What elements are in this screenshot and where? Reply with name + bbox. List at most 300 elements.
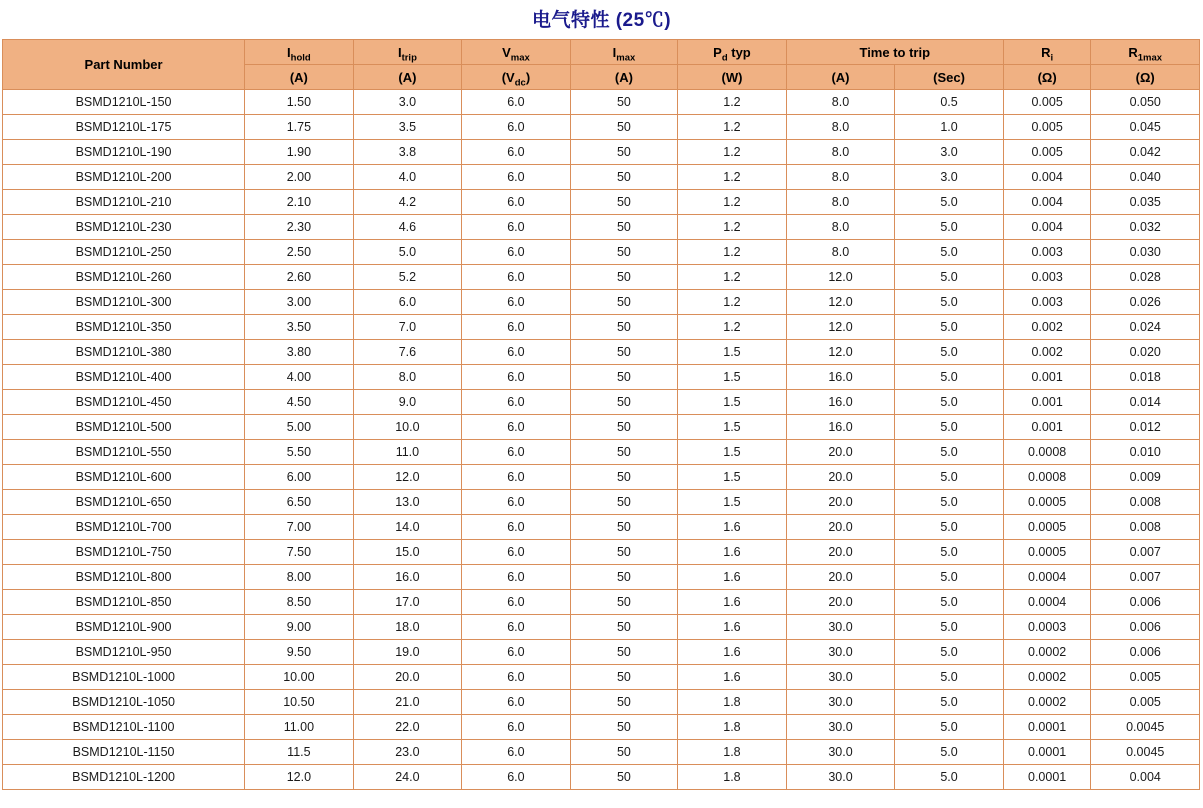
cell-part-number: BSMD1210L-700: [3, 515, 245, 540]
cell-imax: 50: [570, 165, 677, 190]
cell-ri: 0.005: [1003, 115, 1091, 140]
electrical-characteristics-table: [2, 39, 1200, 790]
table-row: [3, 290, 1200, 315]
cell-ri: 0.0008: [1003, 465, 1091, 490]
cell-part-number: BSMD1210L-250: [3, 240, 245, 265]
cell-itrip: 11.0: [353, 440, 462, 465]
cell-ri: 0.0004: [1003, 565, 1091, 590]
cell-itrip: 24.0: [353, 765, 462, 790]
cell-ttt-seconds: 5.0: [895, 565, 1004, 590]
cell-vmax: 6.0: [462, 640, 571, 665]
cell-part-number: BSMD1210L-175: [3, 115, 245, 140]
cell-r1max: 0.009: [1091, 465, 1200, 490]
cell-ttt-seconds: 5.0: [895, 490, 1004, 515]
cell-ttt-seconds: 5.0: [895, 615, 1004, 640]
cell-r1max: 0.035: [1091, 190, 1200, 215]
unit-itrip: (A): [353, 65, 462, 90]
cell-imax: 50: [570, 90, 677, 115]
cell-ttt-current: 8.0: [786, 140, 895, 165]
cell-r1max: 0.007: [1091, 565, 1200, 590]
cell-ttt-current: 12.0: [786, 315, 895, 340]
table-row: [3, 165, 1200, 190]
cell-pd: 1.2: [678, 140, 787, 165]
cell-ri: 0.0002: [1003, 640, 1091, 665]
cell-itrip: 7.0: [353, 315, 462, 340]
cell-part-number: BSMD1210L-300: [3, 290, 245, 315]
cell-part-number: BSMD1210L-600: [3, 465, 245, 490]
cell-ihold: 7.50: [245, 540, 354, 565]
cell-ttt-current: 20.0: [786, 590, 895, 615]
cell-itrip: 23.0: [353, 740, 462, 765]
cell-ihold: 4.00: [245, 365, 354, 390]
cell-r1max: 0.040: [1091, 165, 1200, 190]
unit-ri: (Ω): [1003, 65, 1091, 90]
cell-vmax: 6.0: [462, 340, 571, 365]
cell-ttt-current: 20.0: [786, 515, 895, 540]
cell-vmax: 6.0: [462, 415, 571, 440]
cell-pd: 1.2: [678, 265, 787, 290]
cell-imax: 50: [570, 490, 677, 515]
cell-ri: 0.004: [1003, 165, 1091, 190]
cell-ttt-seconds: 3.0: [895, 165, 1004, 190]
cell-part-number: BSMD1210L-450: [3, 390, 245, 415]
unit-vmax: $(V_{dc})$: [462, 65, 571, 90]
cell-imax: 50: [570, 765, 677, 790]
cell-ttt-seconds: 5.0: [895, 290, 1004, 315]
cell-imax: 50: [570, 115, 677, 140]
cell-itrip: 20.0: [353, 665, 462, 690]
cell-itrip: 6.0: [353, 290, 462, 315]
cell-vmax: 6.0: [462, 90, 571, 115]
cell-imax: 50: [570, 140, 677, 165]
cell-imax: 50: [570, 590, 677, 615]
cell-itrip: 4.6: [353, 215, 462, 240]
table-row: [3, 90, 1200, 115]
cell-ttt-current: 8.0: [786, 165, 895, 190]
cell-part-number: BSMD1210L-550: [3, 440, 245, 465]
cell-ri: 0.0002: [1003, 665, 1091, 690]
cell-ttt-seconds: 3.0: [895, 140, 1004, 165]
cell-itrip: 5.2: [353, 265, 462, 290]
cell-vmax: 6.0: [462, 115, 571, 140]
cell-ihold: 6.50: [245, 490, 354, 515]
cell-pd: 1.6: [678, 640, 787, 665]
cell-ttt-current: 20.0: [786, 490, 895, 515]
unit-pd: (W): [678, 65, 787, 90]
cell-itrip: 16.0: [353, 565, 462, 590]
cell-ttt-current: 20.0: [786, 540, 895, 565]
cell-ihold: 11.5: [245, 740, 354, 765]
cell-r1max: 0.006: [1091, 590, 1200, 615]
cell-itrip: 4.0: [353, 165, 462, 190]
cell-imax: 50: [570, 390, 677, 415]
cell-ttt-current: 30.0: [786, 615, 895, 640]
cell-r1max: 0.005: [1091, 690, 1200, 715]
cell-part-number: BSMD1210L-260: [3, 265, 245, 290]
pd-subscript: d: [721, 52, 728, 64]
cell-ttt-current: 16.0: [786, 390, 895, 415]
cell-itrip: 15.0: [353, 540, 462, 565]
cell-ihold: 9.00: [245, 615, 354, 640]
cell-ttt-current: 20.0: [786, 465, 895, 490]
cell-imax: 50: [570, 690, 677, 715]
cell-pd: 1.2: [678, 115, 787, 140]
cell-pd: 1.5: [678, 340, 787, 365]
cell-itrip: 19.0: [353, 640, 462, 665]
cell-ttt-seconds: 5.0: [895, 765, 1004, 790]
cell-itrip: 9.0: [353, 390, 462, 415]
unit-imax: (A): [570, 65, 677, 90]
cell-ttt-seconds: 5.0: [895, 590, 1004, 615]
cell-itrip: 14.0: [353, 515, 462, 540]
col-header-vmax: $V_{max}$: [462, 40, 571, 65]
table-row: [3, 240, 1200, 265]
cell-ttt-seconds: 1.0: [895, 115, 1004, 140]
cell-ri: 0.0001: [1003, 765, 1091, 790]
cell-ri: 0.001: [1003, 365, 1091, 390]
cell-vmax: 6.0: [462, 665, 571, 690]
cell-pd: 1.2: [678, 290, 787, 315]
cell-ri: 0.004: [1003, 215, 1091, 240]
unit-ttt-seconds: (Sec): [895, 65, 1004, 90]
cell-itrip: 3.5: [353, 115, 462, 140]
cell-r1max: 0.028: [1091, 265, 1200, 290]
cell-vmax: 6.0: [462, 215, 571, 240]
cell-ttt-seconds: 5.0: [895, 540, 1004, 565]
cell-ri: 0.001: [1003, 390, 1091, 415]
cell-part-number: BSMD1210L-380: [3, 340, 245, 365]
cell-r1max: 0.008: [1091, 490, 1200, 515]
cell-ihold: 3.80: [245, 340, 354, 365]
cell-pd: 1.2: [678, 165, 787, 190]
cell-vmax: 6.0: [462, 440, 571, 465]
cell-ihold: 2.50: [245, 240, 354, 265]
cell-ttt-seconds: 5.0: [895, 515, 1004, 540]
cell-ttt-current: 30.0: [786, 765, 895, 790]
cell-pd: 1.6: [678, 565, 787, 590]
cell-part-number: BSMD1210L-1050: [3, 690, 245, 715]
table-row: [3, 740, 1200, 765]
cell-pd: 1.5: [678, 465, 787, 490]
cell-vmax: 6.0: [462, 290, 571, 315]
cell-ttt-current: 16.0: [786, 365, 895, 390]
cell-r1max: 0.030: [1091, 240, 1200, 265]
cell-ihold: 12.0: [245, 765, 354, 790]
cell-pd: 1.8: [678, 715, 787, 740]
vdc-subscript: dc: [514, 77, 526, 89]
table-row: [3, 265, 1200, 290]
table-row: [3, 215, 1200, 240]
col-header-pd-typ: $P_d$ typ: [678, 40, 787, 65]
col-header-part-number: Part Number: [3, 40, 245, 90]
cell-ttt-seconds: 5.0: [895, 215, 1004, 240]
cell-ihold: 10.50: [245, 690, 354, 715]
cell-ttt-current: 20.0: [786, 565, 895, 590]
cell-vmax: 6.0: [462, 390, 571, 415]
cell-vmax: 6.0: [462, 490, 571, 515]
cell-ttt-seconds: 5.0: [895, 640, 1004, 665]
page-title: 电气特性 (25℃): [531, 10, 672, 31]
cell-imax: 50: [570, 415, 677, 440]
cell-r1max: 0.008: [1091, 515, 1200, 540]
cell-imax: 50: [570, 540, 677, 565]
cell-itrip: 3.0: [353, 90, 462, 115]
cell-ihold: 5.50: [245, 440, 354, 465]
cell-ihold: 3.50: [245, 315, 354, 340]
cell-itrip: 22.0: [353, 715, 462, 740]
cell-ttt-current: 12.0: [786, 340, 895, 365]
cell-part-number: BSMD1210L-400: [3, 365, 245, 390]
cell-vmax: 6.0: [462, 140, 571, 165]
table-row: [3, 390, 1200, 415]
cell-ihold: 10.00: [245, 665, 354, 690]
cell-r1max: 0.024: [1091, 315, 1200, 340]
cell-vmax: 6.0: [462, 465, 571, 490]
cell-r1max: 0.042: [1091, 140, 1200, 165]
cell-vmax: 6.0: [462, 515, 571, 540]
cell-pd: 1.6: [678, 540, 787, 565]
cell-itrip: 3.8: [353, 140, 462, 165]
cell-ttt-current: 30.0: [786, 665, 895, 690]
cell-itrip: 8.0: [353, 365, 462, 390]
cell-part-number: BSMD1210L-1200: [3, 765, 245, 790]
cell-ri: 0.0001: [1003, 715, 1091, 740]
cell-r1max: 0.007: [1091, 540, 1200, 565]
cell-ttt-current: 30.0: [786, 690, 895, 715]
table-row: [3, 615, 1200, 640]
cell-ttt-seconds: 5.0: [895, 740, 1004, 765]
cell-part-number: BSMD1210L-350: [3, 315, 245, 340]
cell-vmax: 6.0: [462, 240, 571, 265]
cell-part-number: BSMD1210L-200: [3, 165, 245, 190]
r1max-subscript: 1max: [1137, 52, 1163, 64]
table-row: [3, 315, 1200, 340]
cell-vmax: 6.0: [462, 740, 571, 765]
cell-itrip: 10.0: [353, 415, 462, 440]
table-row: [3, 765, 1200, 790]
table-row: [3, 690, 1200, 715]
table-row: [3, 540, 1200, 565]
cell-imax: 50: [570, 615, 677, 640]
cell-r1max: 0.026: [1091, 290, 1200, 315]
cell-ri: 0.0002: [1003, 690, 1091, 715]
ihold-subscript: hold: [290, 52, 311, 64]
cell-part-number: BSMD1210L-1100: [3, 715, 245, 740]
table-row: [3, 640, 1200, 665]
cell-pd: 1.6: [678, 615, 787, 640]
cell-ri: 0.003: [1003, 265, 1091, 290]
cell-itrip: 12.0: [353, 465, 462, 490]
cell-pd: 1.2: [678, 240, 787, 265]
cell-part-number: BSMD1210L-800: [3, 565, 245, 590]
table-row: [3, 415, 1200, 440]
unit-r1max: (Ω): [1091, 65, 1200, 90]
cell-pd: 1.6: [678, 515, 787, 540]
cell-ttt-seconds: 5.0: [895, 190, 1004, 215]
table-row: [3, 115, 1200, 140]
cell-ttt-current: 8.0: [786, 240, 895, 265]
cell-pd: 1.6: [678, 665, 787, 690]
col-header-itrip: $I_{trip}$: [353, 40, 462, 65]
cell-vmax: 6.0: [462, 365, 571, 390]
cell-imax: 50: [570, 565, 677, 590]
table-row: [3, 590, 1200, 615]
cell-ttt-seconds: 5.0: [895, 390, 1004, 415]
cell-pd: 1.8: [678, 765, 787, 790]
cell-vmax: 6.0: [462, 715, 571, 740]
cell-part-number: BSMD1210L-1150: [3, 740, 245, 765]
cell-ihold: 7.00: [245, 515, 354, 540]
cell-ri: 0.0005: [1003, 490, 1091, 515]
cell-ttt-seconds: 5.0: [895, 665, 1004, 690]
cell-r1max: 0.032: [1091, 215, 1200, 240]
cell-r1max: 0.020: [1091, 340, 1200, 365]
cell-ihold: 2.30: [245, 215, 354, 240]
cell-ttt-current: 30.0: [786, 740, 895, 765]
cell-r1max: 0.010: [1091, 440, 1200, 465]
cell-pd: 1.2: [678, 190, 787, 215]
cell-vmax: 6.0: [462, 690, 571, 715]
cell-r1max: 0.014: [1091, 390, 1200, 415]
cell-r1max: 0.050: [1091, 90, 1200, 115]
cell-ttt-seconds: 5.0: [895, 265, 1004, 290]
cell-ihold: 11.00: [245, 715, 354, 740]
cell-ihold: 8.50: [245, 590, 354, 615]
table-row: [3, 365, 1200, 390]
cell-ri: 0.002: [1003, 340, 1091, 365]
cell-ri: 0.003: [1003, 290, 1091, 315]
cell-ri: 0.0001: [1003, 740, 1091, 765]
cell-pd: 1.8: [678, 740, 787, 765]
cell-pd: 1.6: [678, 590, 787, 615]
cell-vmax: 6.0: [462, 590, 571, 615]
cell-imax: 50: [570, 315, 677, 340]
cell-part-number: BSMD1210L-750: [3, 540, 245, 565]
table-header: [3, 40, 1200, 90]
cell-ttt-seconds: 5.0: [895, 240, 1004, 265]
cell-imax: 50: [570, 290, 677, 315]
cell-pd: 1.2: [678, 90, 787, 115]
cell-ihold: 1.75: [245, 115, 354, 140]
cell-part-number: BSMD1210L-1000: [3, 665, 245, 690]
cell-ihold: 1.90: [245, 140, 354, 165]
cell-vmax: 6.0: [462, 615, 571, 640]
col-header-ri: $R_i$: [1003, 40, 1091, 65]
cell-vmax: 6.0: [462, 540, 571, 565]
cell-ttt-seconds: 5.0: [895, 690, 1004, 715]
cell-pd: 1.2: [678, 215, 787, 240]
cell-itrip: 13.0: [353, 490, 462, 515]
unit-ihold: (A): [245, 65, 354, 90]
table-row: [3, 515, 1200, 540]
cell-r1max: 0.0045: [1091, 740, 1200, 765]
cell-ihold: 9.50: [245, 640, 354, 665]
cell-imax: 50: [570, 240, 677, 265]
cell-ri: 0.002: [1003, 315, 1091, 340]
unit-ttt-current: (A): [786, 65, 895, 90]
cell-pd: 1.5: [678, 440, 787, 465]
cell-pd: 1.5: [678, 390, 787, 415]
cell-part-number: BSMD1210L-900: [3, 615, 245, 640]
cell-imax: 50: [570, 665, 677, 690]
cell-imax: 50: [570, 640, 677, 665]
cell-ttt-current: 8.0: [786, 190, 895, 215]
cell-ri: 0.0008: [1003, 440, 1091, 465]
cell-itrip: 21.0: [353, 690, 462, 715]
cell-part-number: BSMD1210L-150: [3, 90, 245, 115]
cell-r1max: 0.006: [1091, 615, 1200, 640]
cell-vmax: 6.0: [462, 265, 571, 290]
cell-ri: 0.0005: [1003, 540, 1091, 565]
cell-ri: 0.0004: [1003, 590, 1091, 615]
cell-ihold: 8.00: [245, 565, 354, 590]
cell-part-number: BSMD1210L-650: [3, 490, 245, 515]
cell-r1max: 0.012: [1091, 415, 1200, 440]
cell-ihold: 4.50: [245, 390, 354, 415]
cell-pd: 1.5: [678, 365, 787, 390]
cell-imax: 50: [570, 265, 677, 290]
cell-imax: 50: [570, 215, 677, 240]
cell-pd: 1.8: [678, 690, 787, 715]
table-body: [3, 90, 1200, 790]
cell-part-number: BSMD1210L-210: [3, 190, 245, 215]
itrip-subscript: trip: [401, 52, 417, 64]
cell-ttt-current: 20.0: [786, 440, 895, 465]
cell-part-number: BSMD1210L-230: [3, 215, 245, 240]
cell-ri: 0.0005: [1003, 515, 1091, 540]
cell-ri: 0.0003: [1003, 615, 1091, 640]
cell-pd: 1.2: [678, 315, 787, 340]
table-row: [3, 140, 1200, 165]
col-header-r1max: $R_{1max}$: [1091, 40, 1200, 65]
cell-imax: 50: [570, 465, 677, 490]
cell-ri: 0.001: [1003, 415, 1091, 440]
cell-vmax: 6.0: [462, 765, 571, 790]
cell-itrip: 7.6: [353, 340, 462, 365]
cell-vmax: 6.0: [462, 565, 571, 590]
cell-imax: 50: [570, 740, 677, 765]
cell-ihold: 2.00: [245, 165, 354, 190]
cell-r1max: 0.045: [1091, 115, 1200, 140]
cell-imax: 50: [570, 365, 677, 390]
cell-vmax: 6.0: [462, 190, 571, 215]
cell-imax: 50: [570, 340, 677, 365]
cell-ttt-current: 8.0: [786, 90, 895, 115]
imax-subscript: max: [616, 52, 636, 64]
cell-itrip: 4.2: [353, 190, 462, 215]
cell-vmax: 6.0: [462, 165, 571, 190]
table-row: [3, 190, 1200, 215]
cell-ttt-current: 12.0: [786, 265, 895, 290]
cell-ttt-seconds: 5.0: [895, 415, 1004, 440]
cell-pd: 1.5: [678, 415, 787, 440]
vmax-subscript: max: [510, 52, 530, 64]
col-header-time-to-trip: Time to trip: [786, 40, 1003, 65]
cell-ttt-seconds: 5.0: [895, 715, 1004, 740]
cell-ttt-current: 30.0: [786, 715, 895, 740]
cell-imax: 50: [570, 715, 677, 740]
cell-ttt-current: 12.0: [786, 290, 895, 315]
table-row: [3, 340, 1200, 365]
cell-r1max: 0.005: [1091, 665, 1200, 690]
cell-ri: 0.005: [1003, 140, 1091, 165]
cell-pd: 1.5: [678, 490, 787, 515]
cell-part-number: BSMD1210L-950: [3, 640, 245, 665]
cell-ttt-current: 30.0: [786, 640, 895, 665]
cell-itrip: 5.0: [353, 240, 462, 265]
cell-vmax: 6.0: [462, 315, 571, 340]
cell-ttt-seconds: 5.0: [895, 465, 1004, 490]
